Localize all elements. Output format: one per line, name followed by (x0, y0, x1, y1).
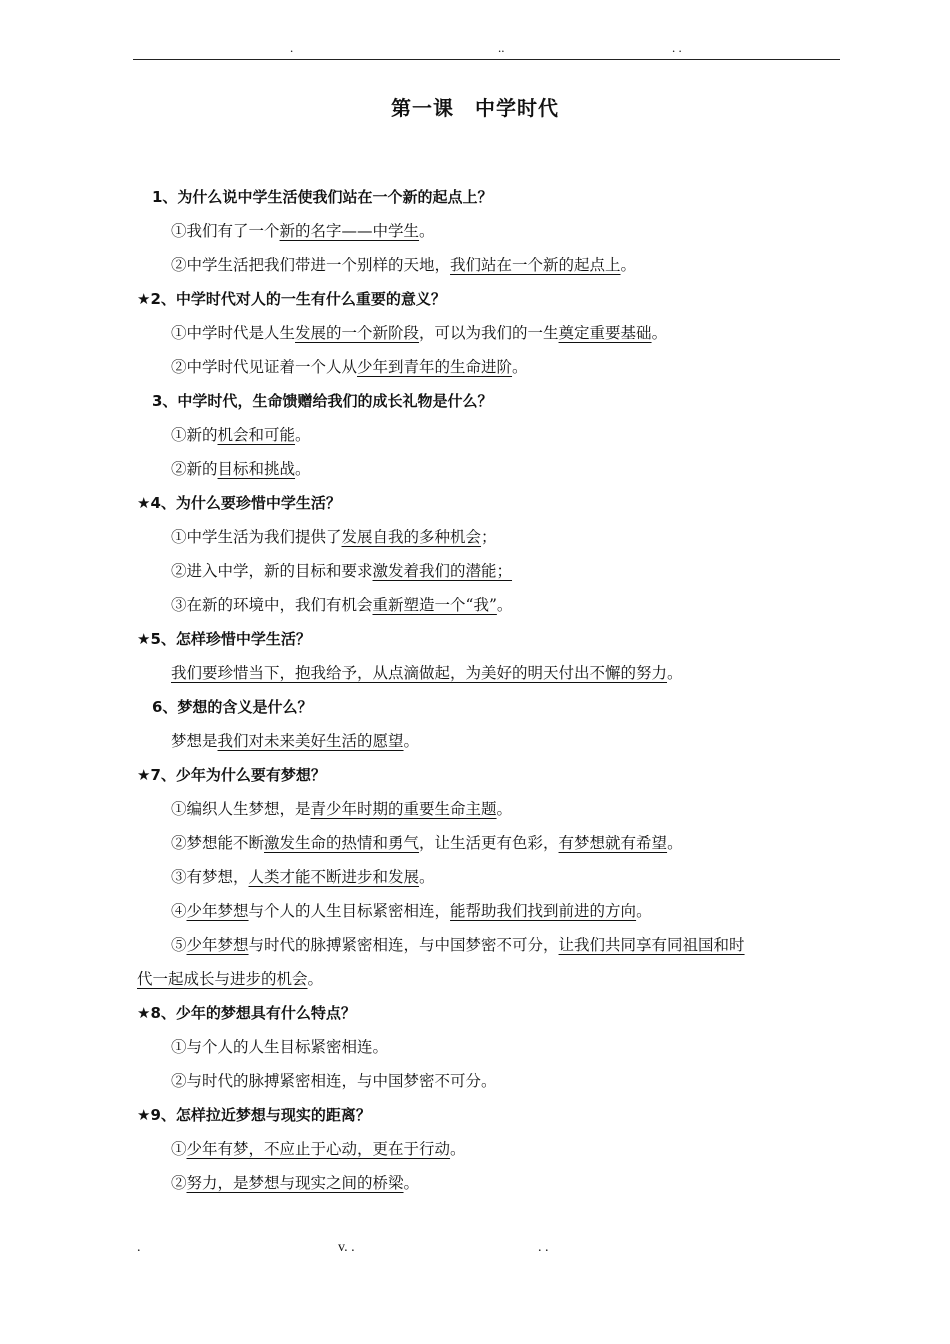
key-phrase: 努力，是梦想与现实之间的桥梁 (186, 1174, 404, 1192)
footer-mark: . . (538, 1240, 549, 1255)
key-phrase: 有梦想就有希望 (558, 834, 668, 852)
key-phrase: 让我们共同享有同祖国和时 (558, 936, 745, 954)
key-phrase: 能帮助我们找到前进的方向 (450, 902, 637, 920)
key-phrase: 少年梦想 (186, 936, 249, 954)
answer-line: ②进入中学，新的目标和要求激发着我们的潜能； (171, 562, 513, 580)
answer-line: ①少年有梦，不应止于心动，更在于行动。 (171, 1140, 466, 1158)
question-9: ★9、怎样拉近梦想与现实的距离？ (137, 1106, 371, 1124)
question-5: ★5、怎样珍惜中学生活？ (137, 630, 311, 648)
answer-line: ①中学时代是人生发展的一个新阶段，可以为我们的一生奠定重要基础。 (171, 324, 668, 342)
key-phrase: 目标和挑战 (217, 460, 296, 478)
key-phrase: 激发生命的热情和勇气 (264, 834, 420, 852)
question-3: 3、中学时代，生命馈赠给我们的成长礼物是什么？ (152, 392, 493, 410)
key-phrase: 我们要珍惜当下，抱我给予，从点滴做起，为美好的明天付出不懈的努力 (171, 664, 668, 682)
answer-line: ④少年梦想与个人的人生目标紧密相连，能帮助我们找到前进的方向。 (171, 902, 652, 920)
document-body (137, 180, 827, 1200)
header-mark: . . (672, 40, 682, 55)
answer-line: ②中学生活把我们带进一个别样的天地，我们站在一个新的起点上。 (171, 256, 637, 274)
key-phrase: 人类才能不断进步和发展 (248, 868, 420, 886)
answer-line: ②新的目标和挑战。 (171, 460, 311, 478)
key-phrase: 奠定重要基础 (558, 324, 652, 342)
key-phrase: 发展自我的多种机会 (341, 528, 482, 546)
question-4: ★4、为什么要珍惜中学生活？ (137, 494, 341, 512)
page-header-marks (0, 40, 950, 56)
key-phrase: 重新塑造一个“我” (372, 596, 497, 614)
question-8: ★8、少年的梦想具有什么特点？ (137, 1004, 356, 1022)
page-footer-marks (0, 1240, 950, 1258)
answer-line: ②与时代的脉搏紧密相连，与中国梦密不可分。 (171, 1072, 497, 1090)
key-phrase: 少年有梦，不应止于心动，更在于行动 (186, 1140, 451, 1158)
answer-line: 我们要珍惜当下，抱我给予，从点滴做起，为美好的明天付出不懈的努力。 (171, 664, 683, 682)
key-phrase: 机会和可能 (217, 426, 296, 444)
question-6: 6、梦想的含义是什么？ (152, 698, 313, 716)
answer-line: ③有梦想，人类才能不断进步和发展。 (171, 868, 435, 886)
footer-mark: . (137, 1240, 141, 1255)
answer-line: ①中学生活为我们提供了发展自我的多种机会； (171, 528, 497, 546)
header-rule (133, 59, 840, 60)
answer-line: 梦想是我们对未来美好生活的愿望。 (171, 732, 420, 750)
answer-line-continued: 代一起成长与进步的机会。 (137, 970, 324, 988)
answer-line: ①我们有了一个新的名字——中学生。 (171, 222, 435, 240)
key-phrase: 少年到青年的生命进阶 (357, 358, 513, 376)
key-phrase: 新的名字——中学生 (279, 222, 420, 240)
header-mark: . (290, 40, 294, 55)
question-2: ★2、中学时代对人的一生有什么重要的意义？ (137, 290, 446, 308)
header-mark: .. (498, 40, 505, 55)
answer-line: ②梦想能不断激发生命的热情和勇气，让生活更有色彩，有梦想就有希望。 (171, 834, 683, 852)
key-phrase: 代一起成长与进步的机会 (137, 970, 308, 988)
answer-line: ①编织人生梦想，是青少年时期的重要生命主题。 (171, 800, 513, 818)
answer-line: ⑤少年梦想与时代的脉搏紧密相连，与中国梦密不可分，让我们共同享有同祖国和时 (171, 936, 745, 954)
question-1: 1、为什么说中学生活使我们站在一个新的起点上？ (152, 188, 493, 206)
key-phrase: 发展的一个新阶段 (295, 324, 420, 342)
key-phrase: 我们对未来美好生活的愿望 (217, 732, 404, 750)
answer-line: ②努力，是梦想与现实之间的桥梁。 (171, 1174, 420, 1192)
answer-line: ①与个人的人生目标紧密相连。 (171, 1038, 389, 1056)
key-phrase: 激发着我们的潜能； (372, 562, 513, 580)
answer-line: ②中学时代见证着一个人从少年到青年的生命进阶。 (171, 358, 528, 376)
page-title: 第一课 中学时代 (391, 96, 559, 120)
answer-line: ①新的机会和可能。 (171, 426, 311, 444)
key-phrase: 少年梦想 (186, 902, 249, 920)
question-7: ★7、少年为什么要有梦想？ (137, 766, 326, 784)
footer-mark: v. . (338, 1240, 355, 1255)
key-phrase: 青少年时期的重要生命主题 (310, 800, 497, 818)
answer-line: ③在新的环境中，我们有机会重新塑造一个“我”。 (171, 596, 513, 614)
key-phrase: 我们站在一个新的起点上 (450, 256, 621, 274)
